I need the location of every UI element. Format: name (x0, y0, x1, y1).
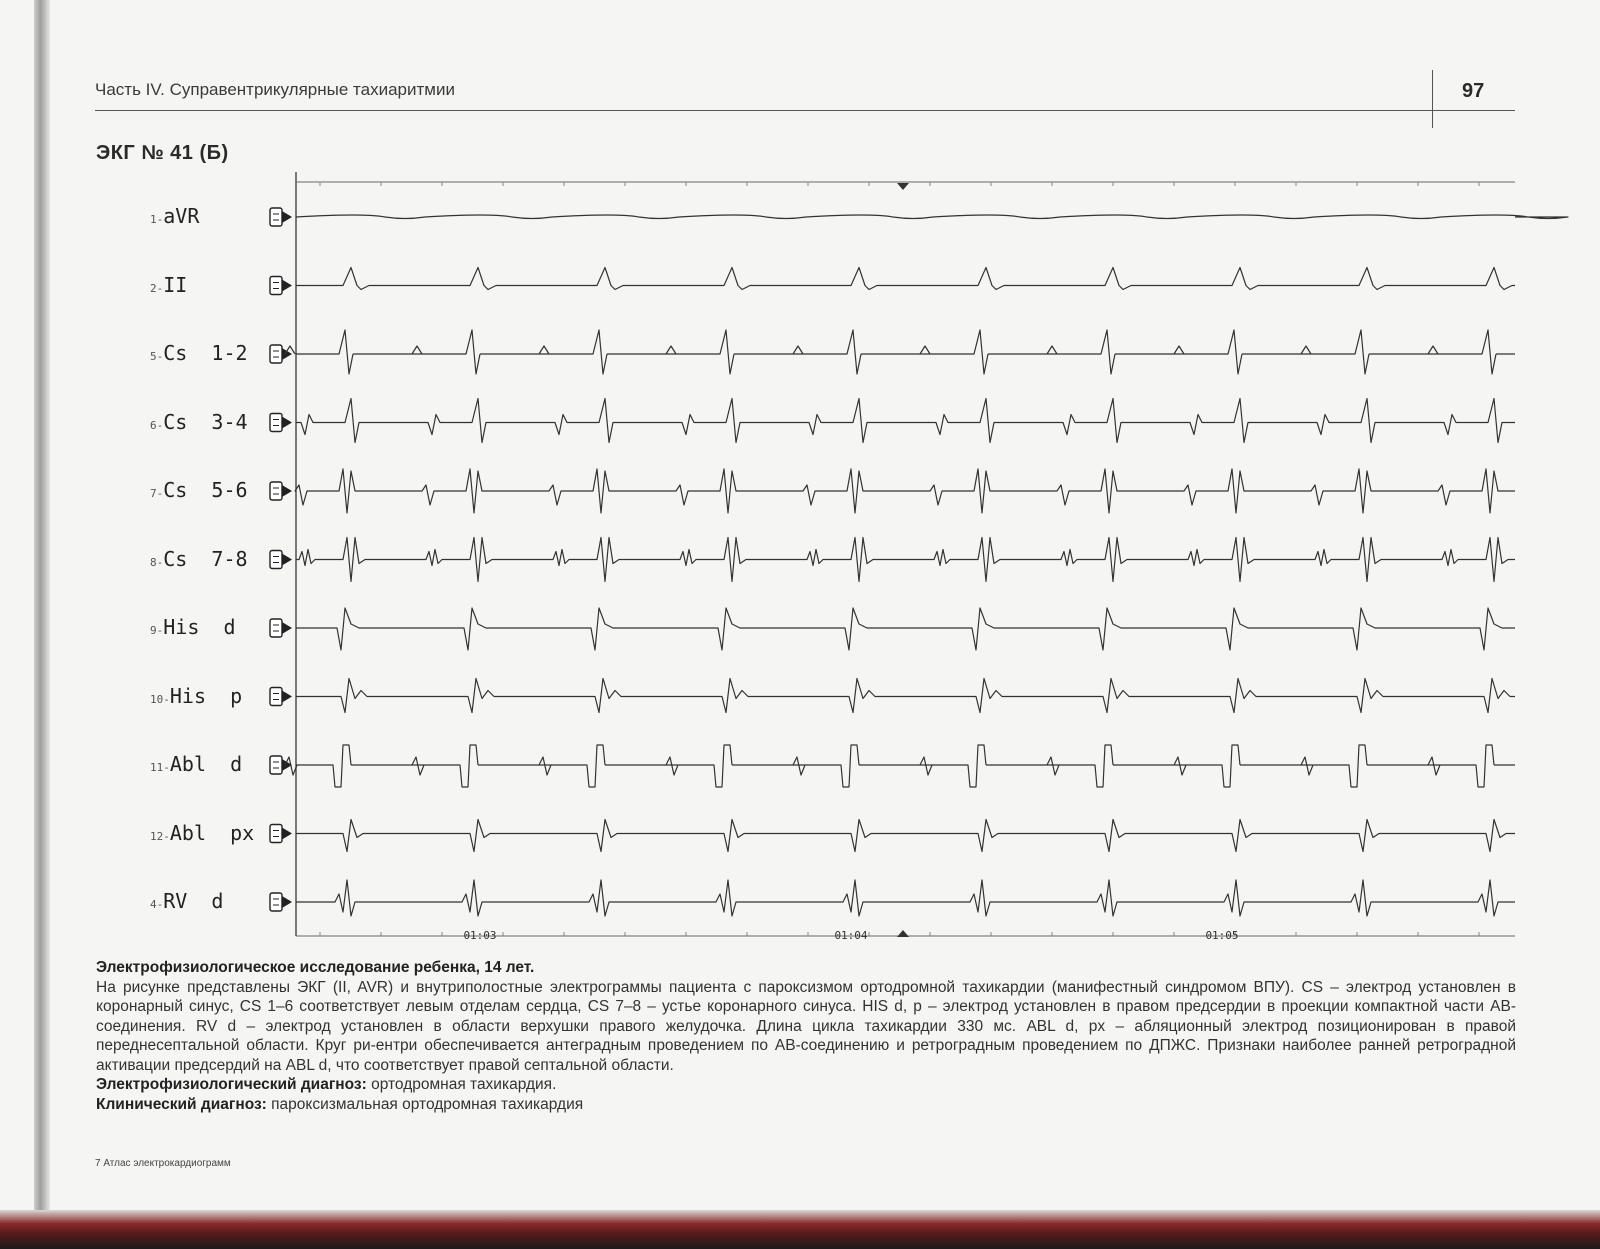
lead-connector-icon (270, 414, 292, 432)
lead-connector-icon (270, 551, 292, 569)
book-bottom-edge (0, 1210, 1600, 1249)
caption-heading: Электрофизиологическое исследование ребенка, 14 лет. (96, 959, 535, 976)
lead-index: 11- (150, 761, 170, 774)
lead-index: 5- (150, 350, 164, 363)
lead-connector-icon (270, 825, 292, 843)
lead-waveform (296, 399, 1515, 443)
lead-index: 8- (150, 555, 164, 569)
clinical-diagnosis-label: Клинический диагноз: (96, 1095, 267, 1113)
lead-name: Cs 1-2 (163, 341, 248, 365)
lead-name: Cs 5-6 (163, 478, 248, 502)
lead-index: 1- (150, 213, 164, 226)
lead-index: 7- (150, 487, 164, 500)
figure-caption (96, 958, 1516, 1114)
lead-waveform (296, 268, 1515, 290)
lead-name: RV d (163, 889, 224, 913)
lead-index: 4- (150, 898, 164, 911)
lead-waveform (296, 880, 1515, 916)
lead-name: His d (163, 615, 236, 639)
marker-top (897, 183, 909, 190)
lead-connector-icon (270, 482, 292, 500)
lead-index: 9- (150, 624, 164, 637)
lead-connector-icon (270, 277, 292, 295)
footnote: 7 Атлас электрокардиограмм (95, 1158, 231, 1169)
lead-connector-icon (270, 208, 292, 226)
lead-index: 6- (150, 418, 164, 432)
lead-waveform (296, 608, 1515, 650)
lead-waveform (285, 330, 1515, 374)
lead-waveform (296, 679, 1515, 713)
time-mark: 01:05 (1205, 929, 1239, 940)
ep-diagnosis-label: Электрофизиологический диагноз: (96, 1076, 367, 1093)
lead-name: Abl px (169, 820, 255, 845)
lead-index: 10- (150, 692, 170, 706)
clinical-diagnosis-value: пароксизмальная ортодромная тахикардия (266, 1095, 584, 1113)
chapter-title: Часть IV. Суправентрикулярные тахиаритмии (95, 80, 455, 99)
lead-index: 2- (150, 281, 164, 295)
ep-diagnosis-value: ортодромная тахикардия. (366, 1076, 557, 1093)
lead-name: aVR (163, 204, 200, 228)
marker-bottom (897, 930, 909, 937)
lead-name: Cs 7-8 (163, 546, 248, 571)
lead-waveform (285, 745, 1515, 787)
lead-index: 12- (150, 829, 170, 843)
lead-waveform (296, 538, 1515, 582)
lead-name: His p (169, 683, 243, 708)
lead-name: Abl d (169, 752, 243, 776)
lead-waveform (296, 215, 1568, 219)
lead-waveform (296, 820, 1515, 852)
lead-name: II (163, 272, 188, 297)
lead-connector-icon (270, 893, 292, 911)
page-number: 97 (1462, 80, 1485, 102)
ecg-title: ЭКГ № 41 (Б) (96, 142, 229, 164)
lead-connector-icon (270, 688, 292, 706)
caption-body: На рисунке представлены ЭКГ (II, AVR) и внутриполостные электрограммы пациента с пароксизмом ортодромной тахикардии (манифестный синдромом ВПУ). CS – электрод установлен в коронарный синус, CS 1–6 соответствует левым отделам сердца, CS 7–8 – устье коронарного синуса. HIS d, p – электрод установлен в правом предсердии в проекции компактной части АВ-соединения. RV d – электрод установлен в области верхушки правого желудочка. Длина цикла тахикардии 330 мс. ABL d, px – абляционный электрод позиционирован в правой переднесептальной области. Круг ри-ентри обеспечивается антеградным проведением по АВ-соединению и ретроградным проведением по ДПЖС. Признаки наиболее ранней ретроградной активации предсердий на ABL d, что соответствует правой септальной области. (96, 978, 1516, 1074)
time-mark: 01:03 (463, 929, 497, 940)
time-mark: 01:04 (834, 929, 868, 940)
lead-waveform (295, 469, 1515, 513)
lead-name: Cs 3-4 (163, 409, 248, 434)
lead-connector-icon (270, 619, 292, 637)
